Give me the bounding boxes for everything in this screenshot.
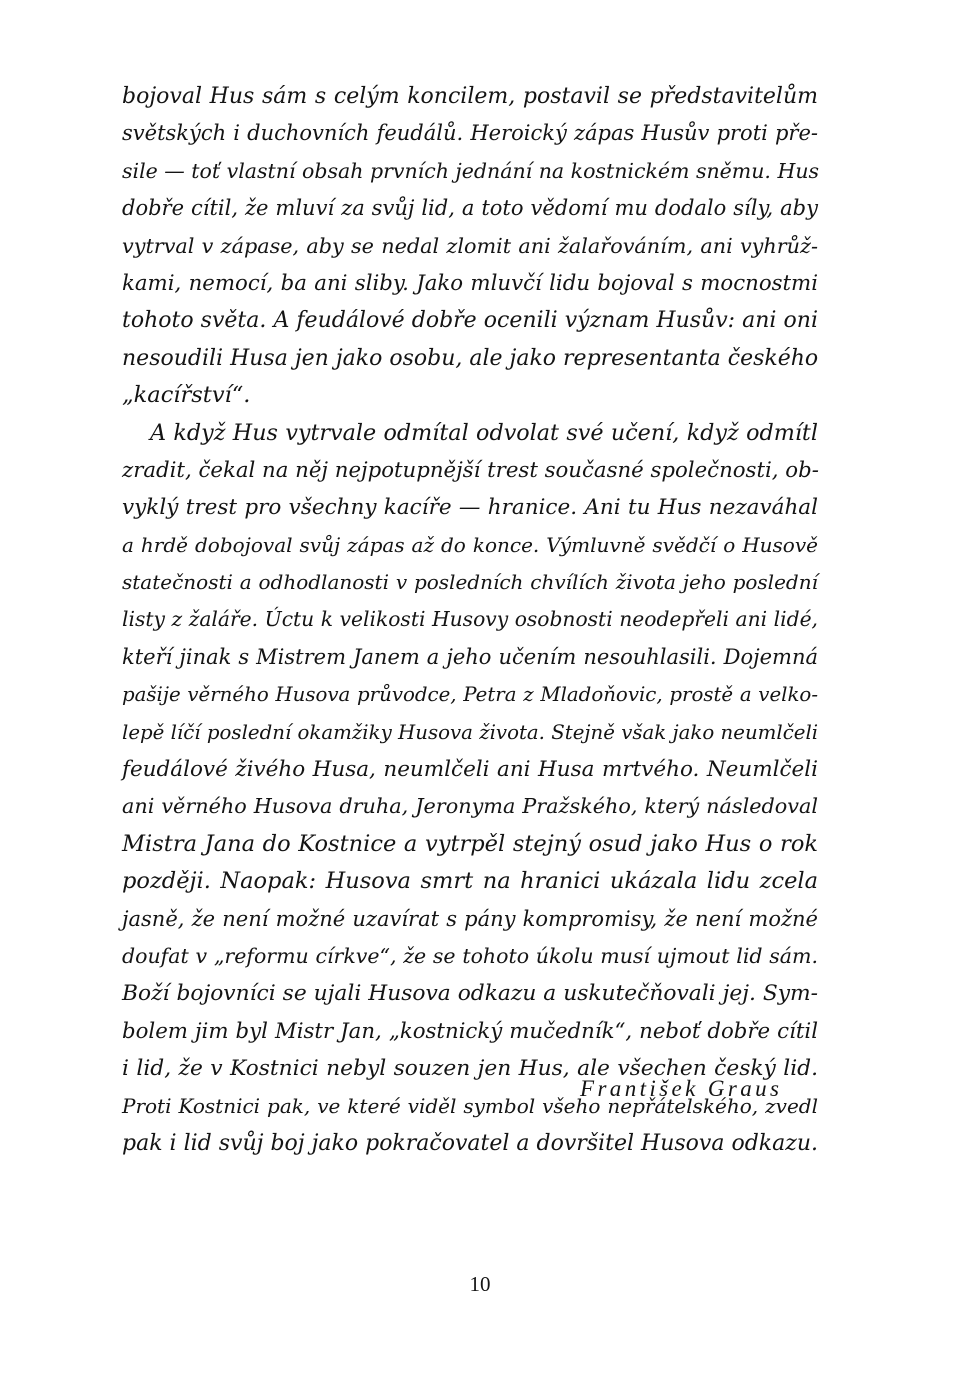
text-line: bojoval Hus sám s celým koncilem, postavil se představitelům: [122, 84, 818, 109]
text-line: vytrval v zápase, aby se nedal zlomit ani žalařováním, ani vyhrůž-: [122, 233, 818, 258]
text-line: A když Hus vytrvale odmítal odvolat své učení, když odmítl: [150, 419, 818, 446]
text-line: později. Naopak: Husova smrt na hranici ukázala lidu zcela: [122, 868, 818, 895]
text-line: doufat v „reformu církve“, že se tohoto úkolu musí ujmout lid sám.: [122, 943, 818, 968]
text-line: pašije věrného Husova průvodce, Petra z Mladoňovic, prostě a velko-: [122, 683, 818, 707]
text-line: sile — toť vlastní obsah prvních jednání na kostnickém sněmu. Hus: [122, 158, 820, 183]
text-line: ani věrného Husova druha, Jeronyma Pražského, který následoval: [122, 794, 818, 819]
text-line: bolem jim byl Mistr Jan, „kostnický mučedník“, neboť dobře cítil: [122, 1018, 818, 1044]
text-line: listy z žaláře. Úctu k velikosti Husovy osobnosti neodepřeli ani lidé,: [122, 607, 818, 632]
text-line: feudálové živého Husa, neumlčeli ani Husa mrtvého. Neumlčeli: [122, 757, 818, 783]
page-number: 10: [469, 1272, 491, 1296]
text-line: nesoudili Husa jen jako osobu, ale jako representanta českého: [122, 345, 819, 371]
text-line: dobře cítil, že mluví za svůj lid, a toto vědomí mu dodalo síly, aby: [122, 196, 818, 221]
text-line: i lid, že v Kostnici nebyl souzen jen Hus, ale všechen český lid.: [122, 1056, 818, 1082]
body-text: [122, 78, 818, 1162]
author-signature: František Graus: [580, 1076, 783, 1101]
text-line: pak i lid svůj boj jako pokračovatel a dovršitel Husova odkazu.: [122, 1130, 818, 1156]
text-line: kteří jinak s Mistrem Janem a jeho učením nesouhlasili. Dojemná: [122, 644, 818, 669]
text-line: jasně, že není možné uzavírat s pány kompromisy, že není možné: [122, 906, 818, 931]
text-line: lepě líčí poslední okamžiky Husova života. Stejně však jako neumlčeli: [122, 720, 819, 744]
text-line: tohoto světa. A feudálové dobře ocenili význam Husův: ani oni: [122, 308, 818, 334]
text-line: a hrdě dobojoval svůj zápas až do konce. Výmluvně svědčí o Husově: [122, 532, 818, 557]
text-line: Mistra Jana do Kostnice a vytrpěl stejný osud jako Hus o rok: [122, 830, 818, 857]
text-line: Proti Kostnici pak, ve které viděl symbol všeho nepřátelského, zvedl: [122, 1093, 818, 1118]
text-line: zradit, čekal na něj nejpotupnější trest současné společnosti, ob-: [122, 457, 819, 483]
text-line: vyklý trest pro všechny kacíře — hranice. Ani tu Hus nezaváhal: [122, 495, 818, 521]
text-line: kami, nemocí, ba ani sliby. Jako mluvčí lidu bojoval s mocnostmi: [122, 270, 818, 296]
text-line: světských i duchovních feudálů. Heroický zápas Husův proti pře-: [122, 121, 818, 146]
text-line: statečnosti a odhodlanosti v posledních chvílích života jeho poslední: [122, 570, 818, 595]
text-line: Boží bojovníci se ujali Husova odkazu a uskutečňovali jej. Sym-: [122, 981, 818, 1007]
text-line: „kacířství“.: [122, 382, 251, 409]
